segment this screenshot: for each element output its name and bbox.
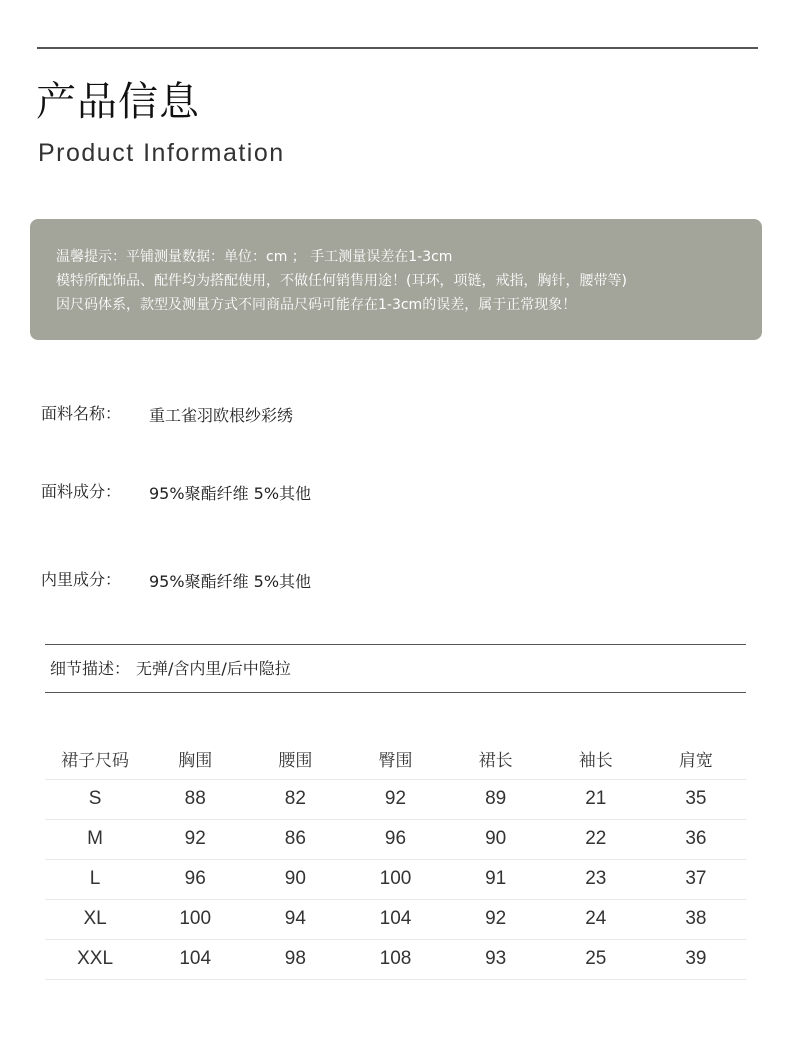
spec-value: 重工雀羽欧根纱彩绣 [149, 406, 294, 425]
table-cell: S [45, 779, 145, 819]
notice-line: 因尺码体系，款型及测量方式不同商品尺码可能存在1-3cm的误差，属于正常现象！ [56, 297, 577, 313]
spec-label: 面料成分： [41, 482, 122, 501]
top-divider [37, 47, 758, 49]
detail-description [50, 656, 291, 679]
table-cell: 100 [345, 859, 445, 899]
table-cell: 36 [646, 819, 746, 859]
column-header: 裙子尺码 [45, 739, 145, 779]
notice-line: 温馨提示：平铺测量数据：单位：cm ； 手工测量误差在1-3cm [56, 249, 453, 265]
table-row [45, 899, 746, 939]
table-cell: 96 [345, 819, 445, 859]
table-row [45, 939, 746, 979]
table-cell: XL [45, 899, 145, 939]
table-cell: 92 [345, 779, 445, 819]
table-cell: 38 [646, 899, 746, 939]
column-header: 肩宽 [646, 739, 746, 779]
table-cell: M [45, 819, 145, 859]
size-table [45, 739, 746, 980]
spec-label: 内里成分： [41, 570, 122, 589]
table-cell: 86 [245, 819, 345, 859]
detail-value: 无弹/含内里/后中隐拉 [136, 659, 291, 678]
table-cell: 23 [546, 859, 646, 899]
column-header: 裙长 [446, 739, 546, 779]
table-cell: 35 [646, 779, 746, 819]
table-cell: 100 [145, 899, 245, 939]
table-cell: 93 [446, 939, 546, 979]
table-cell: 90 [245, 859, 345, 899]
column-header: 腰围 [245, 739, 345, 779]
spec-value: 95%聚酯纤维 5%其他 [149, 484, 312, 503]
table-row [45, 779, 746, 819]
table-cell: 104 [145, 939, 245, 979]
table-cell: XXL [45, 939, 145, 979]
table-cell: 88 [145, 779, 245, 819]
table-cell: 21 [546, 779, 646, 819]
detail-top-divider [45, 644, 746, 645]
table-cell: L [45, 859, 145, 899]
table-cell: 82 [245, 779, 345, 819]
table-cell: 91 [446, 859, 546, 899]
column-header: 胸围 [145, 739, 245, 779]
table-cell: 92 [145, 819, 245, 859]
table-cell: 89 [446, 779, 546, 819]
table-cell: 108 [345, 939, 445, 979]
page-title: 产品信息 [36, 79, 200, 125]
table-cell: 90 [446, 819, 546, 859]
table-cell: 37 [646, 859, 746, 899]
table-row [45, 819, 746, 859]
table-header-row [45, 739, 746, 779]
table-cell: 96 [145, 859, 245, 899]
notice-line: 模特所配饰品、配件均为搭配使用，不做任何销售用途！(耳环，项链，戒指，胸针，腰带等) [56, 273, 627, 289]
detail-bottom-divider [45, 692, 746, 693]
page-subtitle: Product Information [38, 139, 285, 167]
notice-box [30, 219, 762, 340]
table-cell: 98 [245, 939, 345, 979]
table-cell: 94 [245, 899, 345, 939]
table-cell: 25 [546, 939, 646, 979]
table-cell: 24 [546, 899, 646, 939]
table-cell: 92 [446, 899, 546, 939]
table-cell: 39 [646, 939, 746, 979]
column-header: 臀围 [345, 739, 445, 779]
table-row [45, 859, 746, 899]
spec-value: 95%聚酯纤维 5%其他 [149, 572, 312, 591]
spec-label: 面料名称： [41, 404, 122, 423]
table-cell: 22 [546, 819, 646, 859]
table-cell: 104 [345, 899, 445, 939]
detail-label: 细节描述： [50, 659, 131, 678]
column-header: 袖长 [546, 739, 646, 779]
